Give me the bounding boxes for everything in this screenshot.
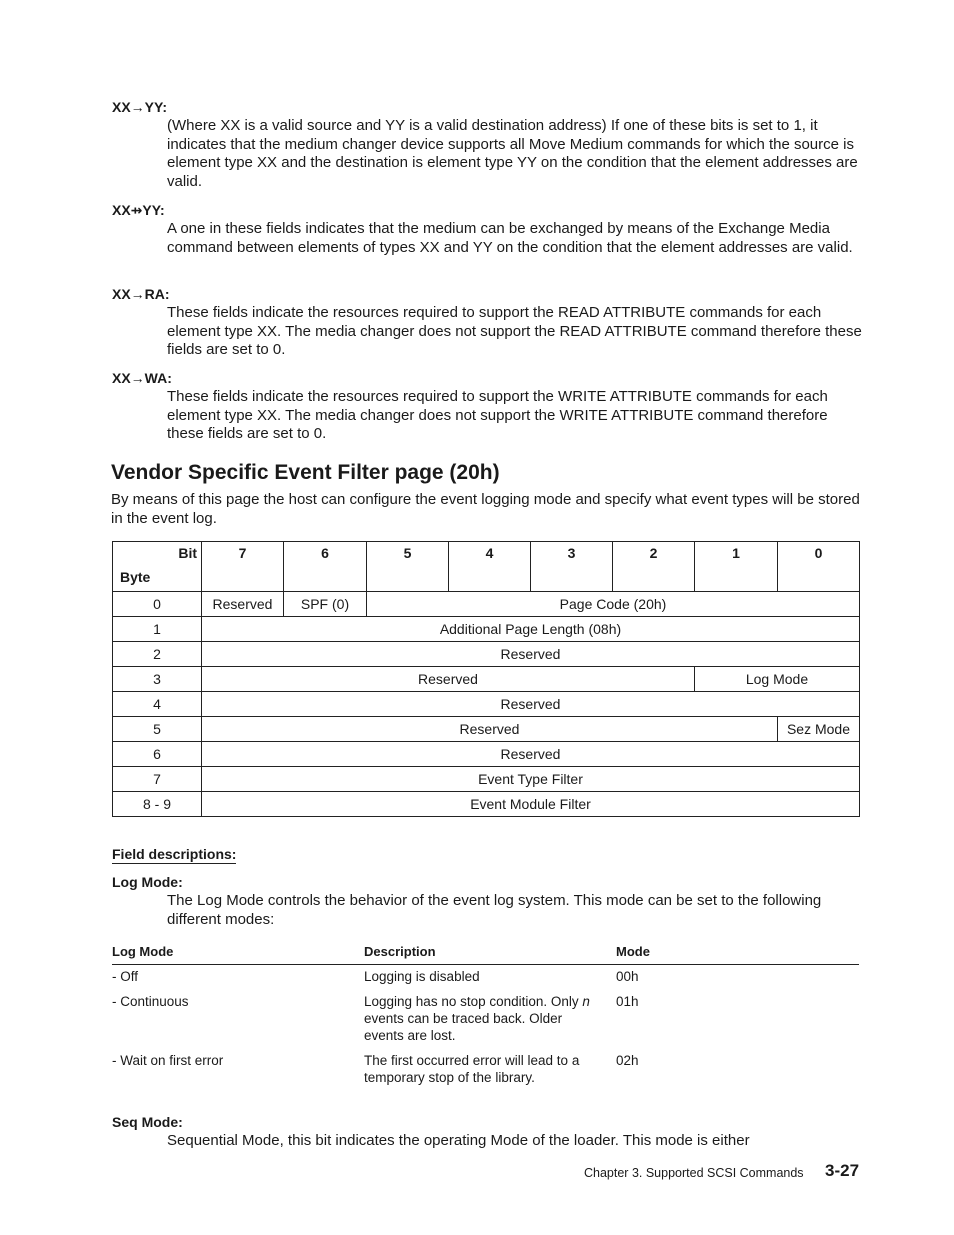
mode-col-header: Mode bbox=[616, 944, 650, 959]
log-mode-value: 02h bbox=[616, 1053, 639, 1068]
log-mode-name: - Off bbox=[112, 969, 139, 984]
byte-number: 0 bbox=[113, 592, 202, 617]
log-mode-description: Logging is disabled bbox=[364, 969, 480, 984]
log-mode-description: The first occurred error will lead to a temporary stop of the library. bbox=[364, 1053, 580, 1085]
term-read-attribute: XX→RA: bbox=[112, 286, 170, 302]
table-row bbox=[113, 767, 860, 792]
description-text: Logging has no stop condition. Only bbox=[364, 994, 583, 1009]
table-row bbox=[113, 617, 860, 642]
log-mode-name: - Continuous bbox=[112, 994, 189, 1009]
section-title: Vendor Specific Event Filter page (20h) bbox=[111, 461, 500, 484]
table-cell: Reserved bbox=[202, 592, 284, 617]
log-mode-value: 00h bbox=[616, 969, 639, 984]
bit-layout-table bbox=[112, 541, 860, 817]
definition-log-mode: The Log Mode controls the behavior of the event log system. This mode can be set to the following different modes: bbox=[167, 892, 822, 928]
footer-chapter: Chapter 3. Supported SCSI Commands bbox=[584, 1166, 804, 1180]
table-row bbox=[113, 792, 860, 817]
bit-header: 5 bbox=[367, 542, 449, 592]
table-cell: Log Mode bbox=[695, 667, 860, 692]
description-italic: n bbox=[582, 994, 590, 1009]
byte-number: 5 bbox=[113, 717, 202, 742]
term-move: XX→YY: bbox=[112, 99, 167, 115]
bit-header: 2 bbox=[613, 542, 695, 592]
byte-number: 3 bbox=[113, 667, 202, 692]
table-row bbox=[113, 642, 860, 667]
table-row bbox=[113, 592, 860, 617]
table-rule bbox=[112, 964, 859, 965]
definition-read-attribute: These fields indicate the resources required to support the READ ATTRIBUTE commands for each element type XX. The media changer does not support the READ ATTRIBUTE command therefore these fields are set to 0. bbox=[167, 304, 862, 359]
table-cell: Event Module Filter bbox=[202, 792, 860, 817]
log-mode-col-header: Log Mode bbox=[112, 944, 174, 959]
bit-header: 0 bbox=[778, 542, 860, 592]
table-cell: Reserved bbox=[202, 742, 860, 767]
description-col-header: Description bbox=[364, 944, 436, 959]
table-header-row bbox=[113, 542, 860, 592]
table-cell: Page Code (20h) bbox=[367, 592, 860, 617]
bit-header: 6 bbox=[284, 542, 367, 592]
term-seq-mode: Seq Mode: bbox=[112, 1114, 183, 1130]
table-row bbox=[113, 717, 860, 742]
byte-number: 8 - 9 bbox=[113, 792, 202, 817]
table-cell: Reserved bbox=[202, 667, 695, 692]
table-row bbox=[113, 742, 860, 767]
bit-header: 4 bbox=[449, 542, 531, 592]
table-cell: Sez Mode bbox=[778, 717, 860, 742]
definition-exchange: A one in these fields indicates that the medium can be exchanged by means of the Exchange Media command between elements of types XX and YY on the condition that the element addresses are valid. bbox=[167, 220, 853, 256]
byte-number: 6 bbox=[113, 742, 202, 767]
definition-seq-mode: Sequential Mode, this bit indicates the operating Mode of the loader. This mode is either bbox=[167, 1132, 750, 1149]
bit-label: Bit bbox=[178, 545, 197, 561]
byte-number: 1 bbox=[113, 617, 202, 642]
term-log-mode: Log Mode: bbox=[112, 874, 183, 890]
table-cell: Additional Page Length (08h) bbox=[202, 617, 860, 642]
byte-number: 4 bbox=[113, 692, 202, 717]
bit-header: 7 bbox=[202, 542, 284, 592]
table-cell: SPF (0) bbox=[284, 592, 367, 617]
byte-label: Byte bbox=[120, 569, 151, 585]
table-row bbox=[113, 692, 860, 717]
byte-number: 2 bbox=[113, 642, 202, 667]
log-mode-name: - Wait on first error bbox=[112, 1053, 224, 1068]
bit-byte-corner bbox=[113, 542, 202, 592]
log-mode-value: 01h bbox=[616, 994, 639, 1009]
field-descriptions-heading: Field descriptions: bbox=[112, 846, 237, 862]
table-cell: Reserved bbox=[202, 717, 778, 742]
description-text: events can be traced back. Older events are lost. bbox=[364, 1011, 563, 1043]
bit-header: 1 bbox=[695, 542, 778, 592]
definition-move: (Where XX is a valid source and YY is a valid destination address) If one of these bits is set to 1, it indicates that the medium changer device supports all Move Medium commands for which the source is element type XX and the destination is element type YY on the condition that the element addresses are valid. bbox=[167, 117, 858, 190]
bit-header: 3 bbox=[531, 542, 613, 592]
page-number: 3-27 bbox=[825, 1161, 860, 1180]
table-cell: Reserved bbox=[202, 692, 860, 717]
table-cell: Event Type Filter bbox=[202, 767, 860, 792]
table-row bbox=[113, 667, 860, 692]
log-mode-description bbox=[364, 993, 602, 1044]
term-exchange: XX⇸YY: bbox=[112, 202, 165, 218]
definition-write-attribute: These fields indicate the resources required to support the WRITE ATTRIBUTE commands for each element type XX. The media changer does not support the WRITE ATTRIBUTE command therefore these fields are set to 0. bbox=[167, 388, 828, 443]
term-write-attribute: XX→WA: bbox=[112, 370, 172, 386]
section-intro: By means of this page the host can configure the event logging mode and specify what event types will be stored in the event log. bbox=[111, 491, 860, 527]
byte-number: 7 bbox=[113, 767, 202, 792]
table-cell: Reserved bbox=[202, 642, 860, 667]
